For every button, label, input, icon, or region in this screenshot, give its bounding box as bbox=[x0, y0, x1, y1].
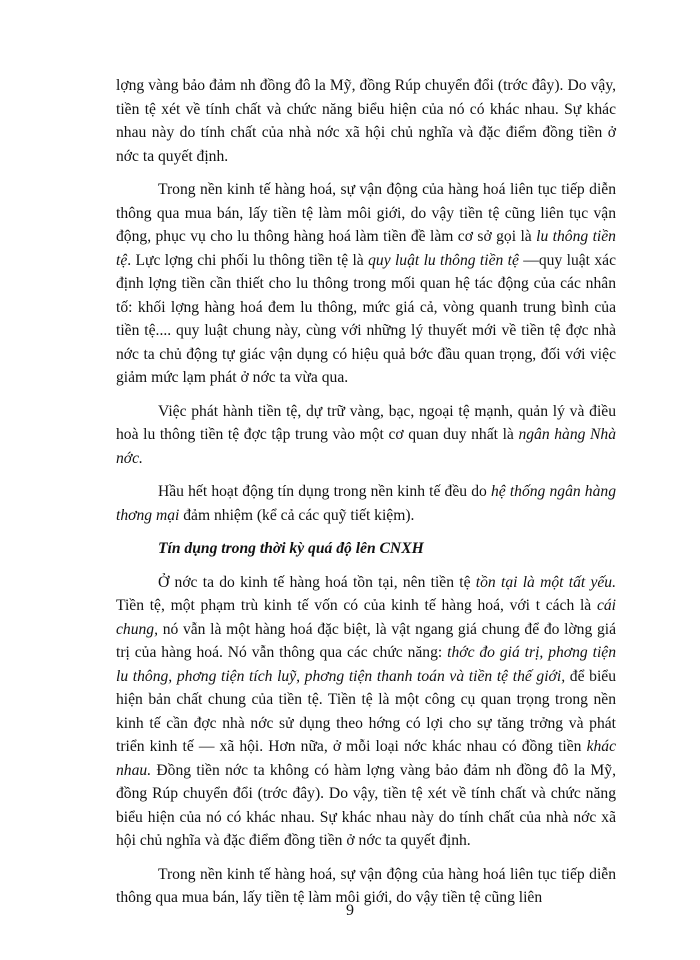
text-run: nó vẫn là một hàng hoá đặc biệt, là vật ngang giá chung để đo lờng giá trị của hàng hoá. Nó vẫn thông qua các chức năng: bbox=[116, 620, 616, 661]
page-number: 9 bbox=[346, 902, 354, 919]
text-run: Hầu hết hoạt động tín dụng trong nền kinh tế đều do bbox=[158, 483, 491, 500]
paragraph bbox=[116, 178, 616, 390]
italic-text-run: tồn tại là một tất yếu. bbox=[475, 573, 616, 591]
italic-text-run: thớc đo giá trị, phơng tiện lu thông, phơng tiện tích luỹ, phơng tiện thanh toán và tiền tệ thế giới, bbox=[116, 644, 616, 685]
text-run: đảm nhiệm (kể cả các quỹ tiết kiệm). bbox=[179, 506, 415, 524]
text-run: Trong nền kinh tế hàng hoá, sự vận động của hàng hoá liên tục tiếp diễn thông qua mua bán, lấy tiền tệ làm môi giới, do vậy tiền tệ cũng liên tục vận động, phục vụ cho lu thông hàng hoá làm tiền đề làm cơ sở gọi là bbox=[116, 181, 616, 245]
paragraph bbox=[116, 74, 616, 168]
text-run: Ở nớc ta do kinh tế hàng hoá tồn tại, nên tiền tệ bbox=[158, 573, 476, 591]
text-run: Trong nền kinh tế hàng hoá, sự vận động của hàng hoá liên tục tiếp diễn thông qua mua bán, lấy tiền tệ làm môi giới, do vậy tiền tệ cũng liên bbox=[116, 865, 616, 906]
italic-text-run: khác nhau. bbox=[116, 738, 616, 779]
text-run: lợng vàng bảo đảm nh đồng đô la Mỹ, đồng Rúp chuyển đổi (trớc đây). Do vậy, tiền tệ xét về tính chất và chức năng biểu hiện của nó có khác nhau. Sự khác nhau này do tính chất của nhà nớc xã hội chủ nghĩa và đặc điểm đồng tiền ở nớc ta quyết định. bbox=[116, 77, 616, 165]
text-run: Tiền tệ, một phạm trù kinh tế vốn có của kinh tế hàng hoá, với t cách là bbox=[116, 597, 597, 614]
text-run: để biểu hiện bản chất chung của tiền tệ. Tiền tệ là một công cụ quan trọng trong nền kinh tế cần đợc nhà nớc sử dụng theo hớng có lợi cho sự tăng trởng và phát triển kinh tế — xã hội. Hơn nữa, ở mỗi loại nớc khác nhau có đồng tiền bbox=[116, 667, 616, 755]
paragraph-group-a bbox=[116, 74, 616, 527]
text-run: Đồng tiền nớc ta không có hàm lợng vàng bảo đảm nh đồng đô la Mỹ, đồng Rúp chuyển đổi (trớc đây). Do vậy, tiền tệ xét về tính chất và chức năng biểu hiện của nó có khác nhau. Sự khác nhau này do tính chất của nhà nớc xã hội chủ nghĩa và đặc điểm đồng tiền ở nớc ta quyết định. bbox=[116, 761, 616, 849]
italic-text-run: cái chung, bbox=[116, 597, 616, 638]
italic-text-run: quy luật lu thông tiền tệ bbox=[368, 251, 519, 269]
italic-text-run: hệ thống ngân hàng thơng mại bbox=[116, 483, 616, 524]
text-run: . Lực lợng chi phối lu thông tiền tệ là bbox=[127, 251, 369, 269]
paragraph-group-b bbox=[116, 571, 616, 910]
paragraph bbox=[116, 400, 616, 471]
document-body bbox=[116, 74, 616, 920]
paragraph bbox=[116, 480, 616, 527]
italic-text-run: ngân hàng Nhà nớc. bbox=[116, 426, 617, 467]
italic-text-run: lu thông tiền tệ bbox=[116, 228, 616, 269]
text-run: —quy luật xác định lợng tiền cần thiết cho lu thông trong mối quan hệ tác động của các nhân tố: khối lợng hàng hoá đem lu thông, mức giá cả, vòng quanh trung bình của tiền tệ.... quy luật chung này, cùng với những lý thuyết mới về tiền tệ đợc nhà nớc ta chủ động tự giác vận dụng có hiệu quả bớc đầu quan trọng, đối với việc giảm mức lạm phát ở nớc ta vừa qua. bbox=[116, 251, 616, 386]
section-heading: Tín dụng trong thời kỳ quá độ lên CNXH bbox=[158, 540, 424, 557]
paragraph bbox=[116, 571, 616, 853]
text-run: Việc phát hành tiền tệ, dự trữ vàng, bạc, ngoại tệ mạnh, quản lý và điều hoà lu thông tiền tệ đợc tập trung vào một cơ quan duy nhất là bbox=[116, 402, 616, 443]
